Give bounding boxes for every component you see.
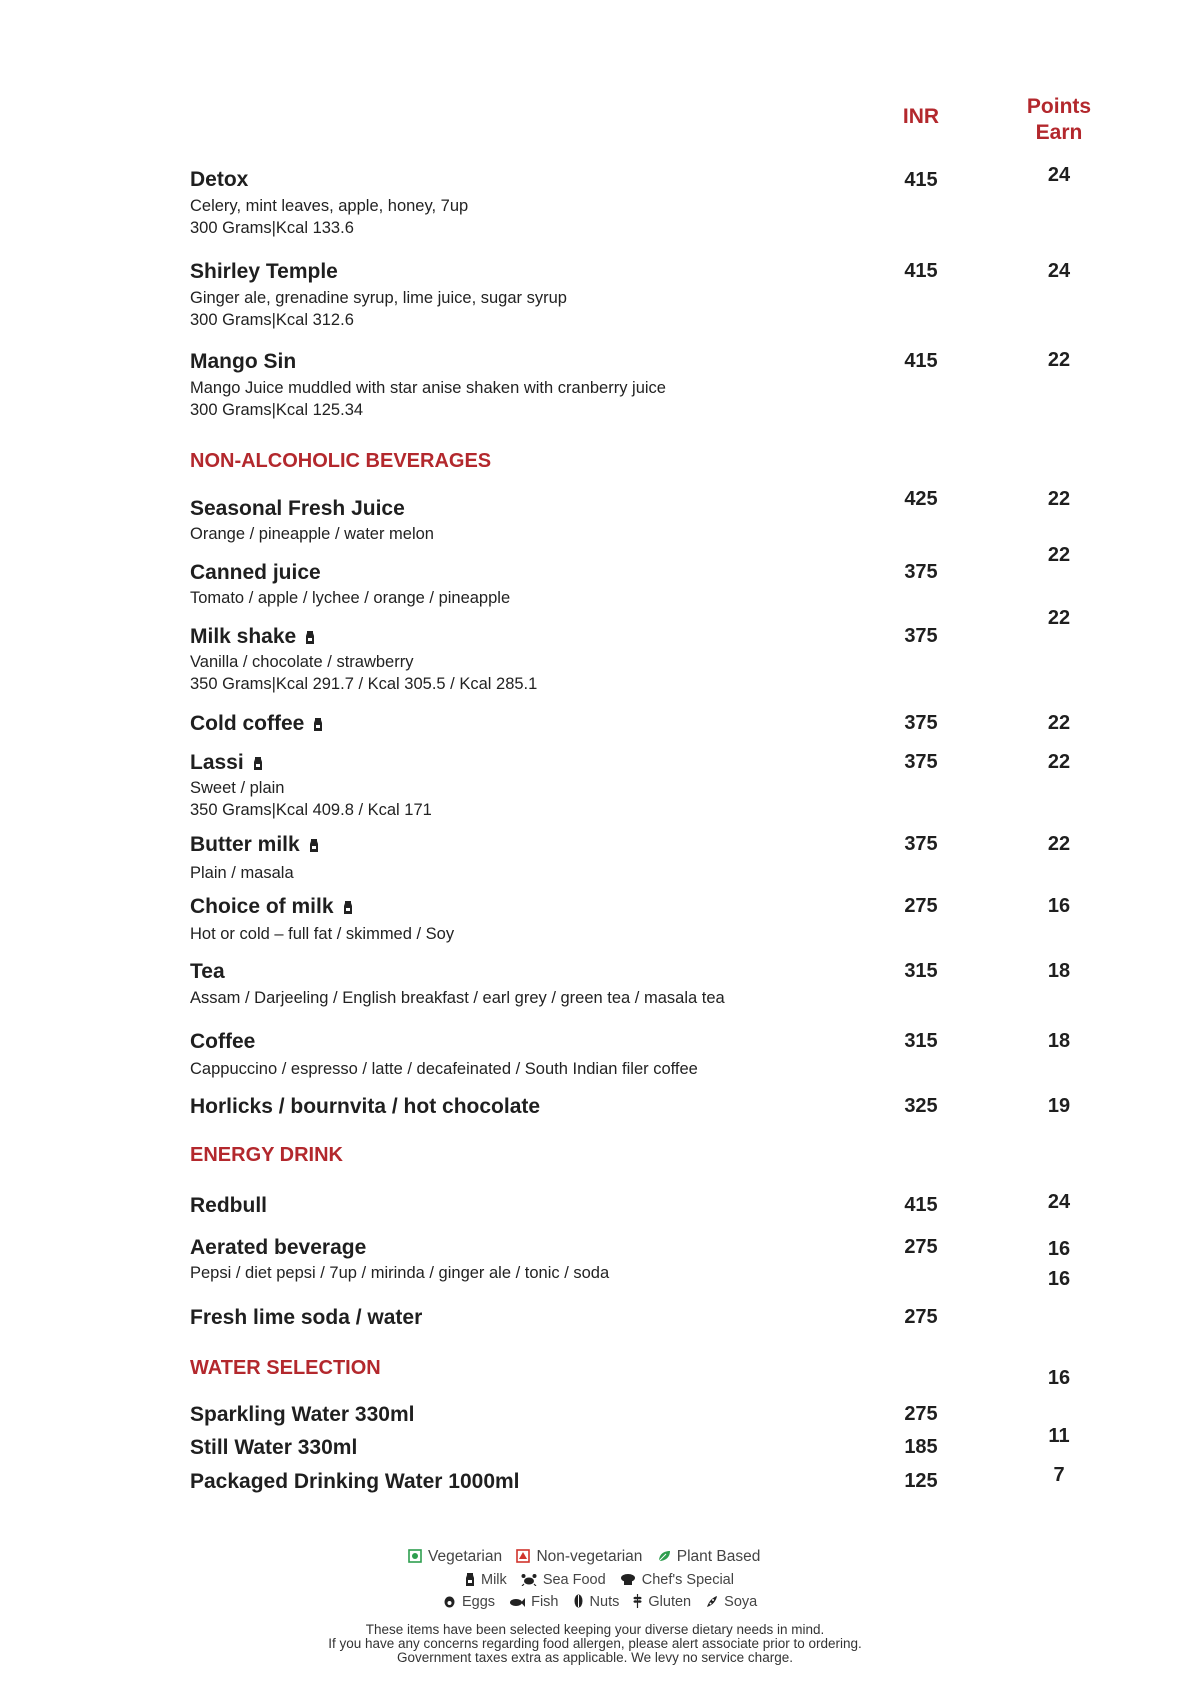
item-points-aerated-beverage: 16 bbox=[1047, 1238, 1071, 1260]
item-points-coffee: 18 bbox=[1047, 1030, 1071, 1052]
item-desc-choice-of-milk: Hot or cold – full fat / skimmed / Soy bbox=[190, 925, 455, 943]
legend-soya-label: Soya bbox=[724, 1594, 758, 1610]
item-name-butter-milk-label: Butter milk bbox=[190, 833, 300, 856]
item-points-mango-sin: 22 bbox=[1047, 349, 1071, 371]
legend-non-vegetarian bbox=[516, 1548, 642, 1566]
item-name-seasonal-fresh-juice: Seasonal Fresh Juice bbox=[190, 497, 405, 520]
item-nutrition-shirley-temple: 300 Grams|Kcal 312.6 bbox=[190, 311, 354, 329]
item-desc-seasonal-fresh-juice: Orange / pineapple / water melon bbox=[190, 525, 434, 543]
legend-plant-based bbox=[657, 1548, 761, 1566]
legend-row-allergens-2 bbox=[443, 1594, 767, 1610]
item-points-milk-shake: 22 bbox=[1047, 607, 1071, 629]
soybean-icon bbox=[705, 1595, 718, 1608]
legend-nuts bbox=[573, 1594, 620, 1610]
wheat-icon bbox=[633, 1594, 642, 1608]
legend-eggs bbox=[443, 1594, 495, 1610]
item-points-fresh-lime-soda: 16 bbox=[1047, 1268, 1071, 1290]
item-price-canned-juice: 375 bbox=[904, 561, 938, 583]
item-points-sparkling-water: 16 bbox=[1047, 1367, 1071, 1389]
chef-hat-icon bbox=[620, 1573, 636, 1586]
item-name-lassi-label: Lassi bbox=[190, 751, 244, 774]
item-points-redbull: 24 bbox=[1047, 1191, 1071, 1213]
legend-plant-based-label: Plant Based bbox=[676, 1548, 761, 1565]
item-name-coffee: Coffee bbox=[190, 1030, 256, 1053]
legend-milk-label: Milk bbox=[481, 1572, 507, 1588]
item-price-packaged-water: 125 bbox=[904, 1470, 938, 1492]
item-points-butter-milk: 22 bbox=[1047, 833, 1071, 855]
item-price-choice-of-milk: 275 bbox=[904, 895, 938, 917]
item-nutrition-milk-shake: 350 Grams|Kcal 291.7 / Kcal 305.5 / Kcal 285.1 bbox=[190, 675, 538, 693]
crab-icon bbox=[521, 1573, 537, 1586]
non-vegetarian-icon bbox=[516, 1549, 530, 1563]
points-header-line2: Earn bbox=[1035, 121, 1083, 144]
item-points-packaged-water: 7 bbox=[1053, 1464, 1065, 1486]
item-points-lassi: 22 bbox=[1047, 751, 1071, 773]
inr-column-header: INR bbox=[902, 105, 940, 128]
legend-sea-food-label: Sea Food bbox=[542, 1572, 606, 1588]
item-name-still-water: Still Water 330ml bbox=[190, 1436, 358, 1459]
item-price-sparkling-water: 275 bbox=[904, 1403, 938, 1425]
legend-chefs-special-label: Chef's Special bbox=[641, 1572, 734, 1588]
item-points-choice-of-milk: 16 bbox=[1047, 895, 1071, 917]
item-desc-detox: Celery, mint leaves, apple, honey, 7up bbox=[190, 197, 469, 215]
fish-icon bbox=[509, 1597, 525, 1608]
item-points-shirley-temple: 24 bbox=[1047, 260, 1071, 282]
points-earn-header bbox=[1014, 94, 1104, 146]
points-header-line1: Points bbox=[1026, 95, 1092, 118]
item-price-butter-milk: 375 bbox=[904, 833, 938, 855]
legend-fish bbox=[509, 1594, 558, 1610]
item-points-cold-coffee: 22 bbox=[1047, 712, 1071, 734]
legend-row-diet bbox=[408, 1548, 770, 1566]
item-name-lassi bbox=[190, 751, 263, 775]
legend-milk bbox=[465, 1572, 507, 1588]
item-name-mango-sin: Mango Sin bbox=[190, 350, 297, 373]
item-name-horlicks: Horlicks / bournvita / hot chocolate bbox=[190, 1095, 541, 1118]
nut-icon bbox=[573, 1594, 584, 1608]
item-price-coffee: 315 bbox=[904, 1030, 938, 1052]
legend-gluten bbox=[633, 1594, 691, 1610]
vegetarian-icon bbox=[408, 1549, 422, 1563]
item-name-sparkling-water: Sparkling Water 330ml bbox=[190, 1403, 415, 1426]
item-name-packaged-water: Packaged Drinking Water 1000ml bbox=[190, 1470, 520, 1493]
item-desc-milk-shake: Vanilla / chocolate / strawberry bbox=[190, 653, 414, 671]
legend-vegetarian-label: Vegetarian bbox=[428, 1548, 503, 1565]
item-price-seasonal-fresh-juice: 425 bbox=[904, 488, 938, 510]
item-points-detox: 24 bbox=[1047, 164, 1071, 186]
item-price-milk-shake: 375 bbox=[904, 625, 938, 647]
legend-non-vegetarian-label: Non-vegetarian bbox=[536, 1548, 643, 1565]
legend-soya bbox=[705, 1594, 757, 1610]
item-desc-shirley-temple: Ginger ale, grenadine syrup, lime juice, sugar syrup bbox=[190, 289, 567, 307]
footer-note-line2: If you have any concerns regarding food allergen, please alert associate prior to ordering. bbox=[328, 1636, 862, 1651]
milk-icon bbox=[309, 839, 319, 852]
legend-gluten-label: Gluten bbox=[648, 1594, 692, 1610]
legend-nuts-label: Nuts bbox=[589, 1594, 620, 1610]
milk-icon bbox=[465, 1573, 475, 1586]
item-name-choice-of-milk bbox=[190, 895, 353, 919]
item-desc-butter-milk: Plain / masala bbox=[190, 864, 294, 882]
item-name-butter-milk bbox=[190, 833, 319, 857]
legend-chefs-special bbox=[620, 1572, 734, 1588]
item-points-canned-juice: 22 bbox=[1047, 544, 1071, 566]
item-price-shirley-temple: 415 bbox=[904, 260, 938, 282]
milk-icon bbox=[313, 718, 323, 731]
item-price-still-water: 185 bbox=[904, 1436, 938, 1458]
item-nutrition-lassi: 350 Grams|Kcal 409.8 / Kcal 171 bbox=[190, 801, 432, 819]
milk-icon bbox=[343, 901, 353, 914]
item-price-redbull: 415 bbox=[904, 1194, 938, 1216]
item-points-still-water: 11 bbox=[1048, 1425, 1070, 1447]
item-name-cold-coffee-label: Cold coffee bbox=[190, 712, 305, 735]
milk-icon bbox=[305, 631, 315, 644]
item-desc-tea: Assam / Darjeeling / English breakfast / earl grey / green tea / masala tea bbox=[190, 989, 725, 1007]
section-title-non-alcoholic: NON-ALCOHOLIC BEVERAGES bbox=[190, 450, 492, 472]
item-desc-lassi: Sweet / plain bbox=[190, 779, 285, 797]
item-name-shirley-temple: Shirley Temple bbox=[190, 260, 338, 283]
item-name-detox: Detox bbox=[190, 168, 249, 191]
item-name-fresh-lime-soda: Fresh lime soda / water bbox=[190, 1306, 423, 1329]
item-price-detox: 415 bbox=[904, 169, 938, 191]
item-name-tea: Tea bbox=[190, 960, 225, 983]
legend-vegetarian bbox=[408, 1548, 502, 1566]
item-name-milk-shake-label: Milk shake bbox=[190, 625, 297, 648]
item-desc-mango-sin: Mango Juice muddled with star anise shaken with cranberry juice bbox=[190, 379, 666, 397]
item-price-fresh-lime-soda: 275 bbox=[904, 1306, 938, 1328]
item-name-milk-shake bbox=[190, 625, 315, 649]
legend-fish-label: Fish bbox=[531, 1594, 559, 1610]
footer-note-line1: These items have been selected keeping your diverse dietary needs in mind. bbox=[365, 1622, 825, 1637]
legend-sea-food bbox=[521, 1572, 606, 1588]
item-points-seasonal-fresh-juice: 22 bbox=[1047, 488, 1071, 510]
item-price-mango-sin: 415 bbox=[904, 350, 938, 372]
item-name-cold-coffee bbox=[190, 712, 323, 736]
item-desc-coffee: Cappuccino / espresso / latte / decafeinated / South Indian filer coffee bbox=[190, 1060, 698, 1078]
item-nutrition-mango-sin: 300 Grams|Kcal 125.34 bbox=[190, 401, 364, 419]
footer-note-line3: Government taxes extra as applicable. We levy no service charge. bbox=[397, 1650, 793, 1665]
item-price-cold-coffee: 375 bbox=[904, 712, 938, 734]
item-desc-canned-juice: Tomato / apple / lychee / orange / pineapple bbox=[190, 589, 511, 607]
item-nutrition-detox: 300 Grams|Kcal 133.6 bbox=[190, 219, 354, 237]
item-points-horlicks: 19 bbox=[1047, 1095, 1071, 1117]
item-points-tea: 18 bbox=[1047, 960, 1071, 982]
item-name-aerated-beverage: Aerated beverage bbox=[190, 1236, 367, 1259]
section-title-energy-drink: ENERGY DRINK bbox=[190, 1144, 343, 1166]
leaf-icon bbox=[657, 1549, 671, 1563]
legend-row-allergens-1 bbox=[465, 1572, 744, 1588]
item-desc-aerated-beverage: Pepsi / diet pepsi / 7up / mirinda / ginger ale / tonic / soda bbox=[190, 1264, 610, 1282]
egg-icon bbox=[443, 1595, 456, 1608]
item-price-tea: 315 bbox=[904, 960, 938, 982]
section-title-water-selection: WATER SELECTION bbox=[190, 1357, 381, 1379]
item-name-redbull: Redbull bbox=[190, 1194, 267, 1217]
item-name-canned-juice: Canned juice bbox=[190, 561, 321, 584]
item-price-lassi: 375 bbox=[904, 751, 938, 773]
legend-eggs-label: Eggs bbox=[462, 1594, 496, 1610]
item-price-horlicks: 325 bbox=[904, 1095, 938, 1117]
item-name-choice-of-milk-label: Choice of milk bbox=[190, 895, 334, 918]
milk-icon bbox=[253, 757, 263, 770]
item-price-aerated-beverage: 275 bbox=[904, 1236, 938, 1258]
